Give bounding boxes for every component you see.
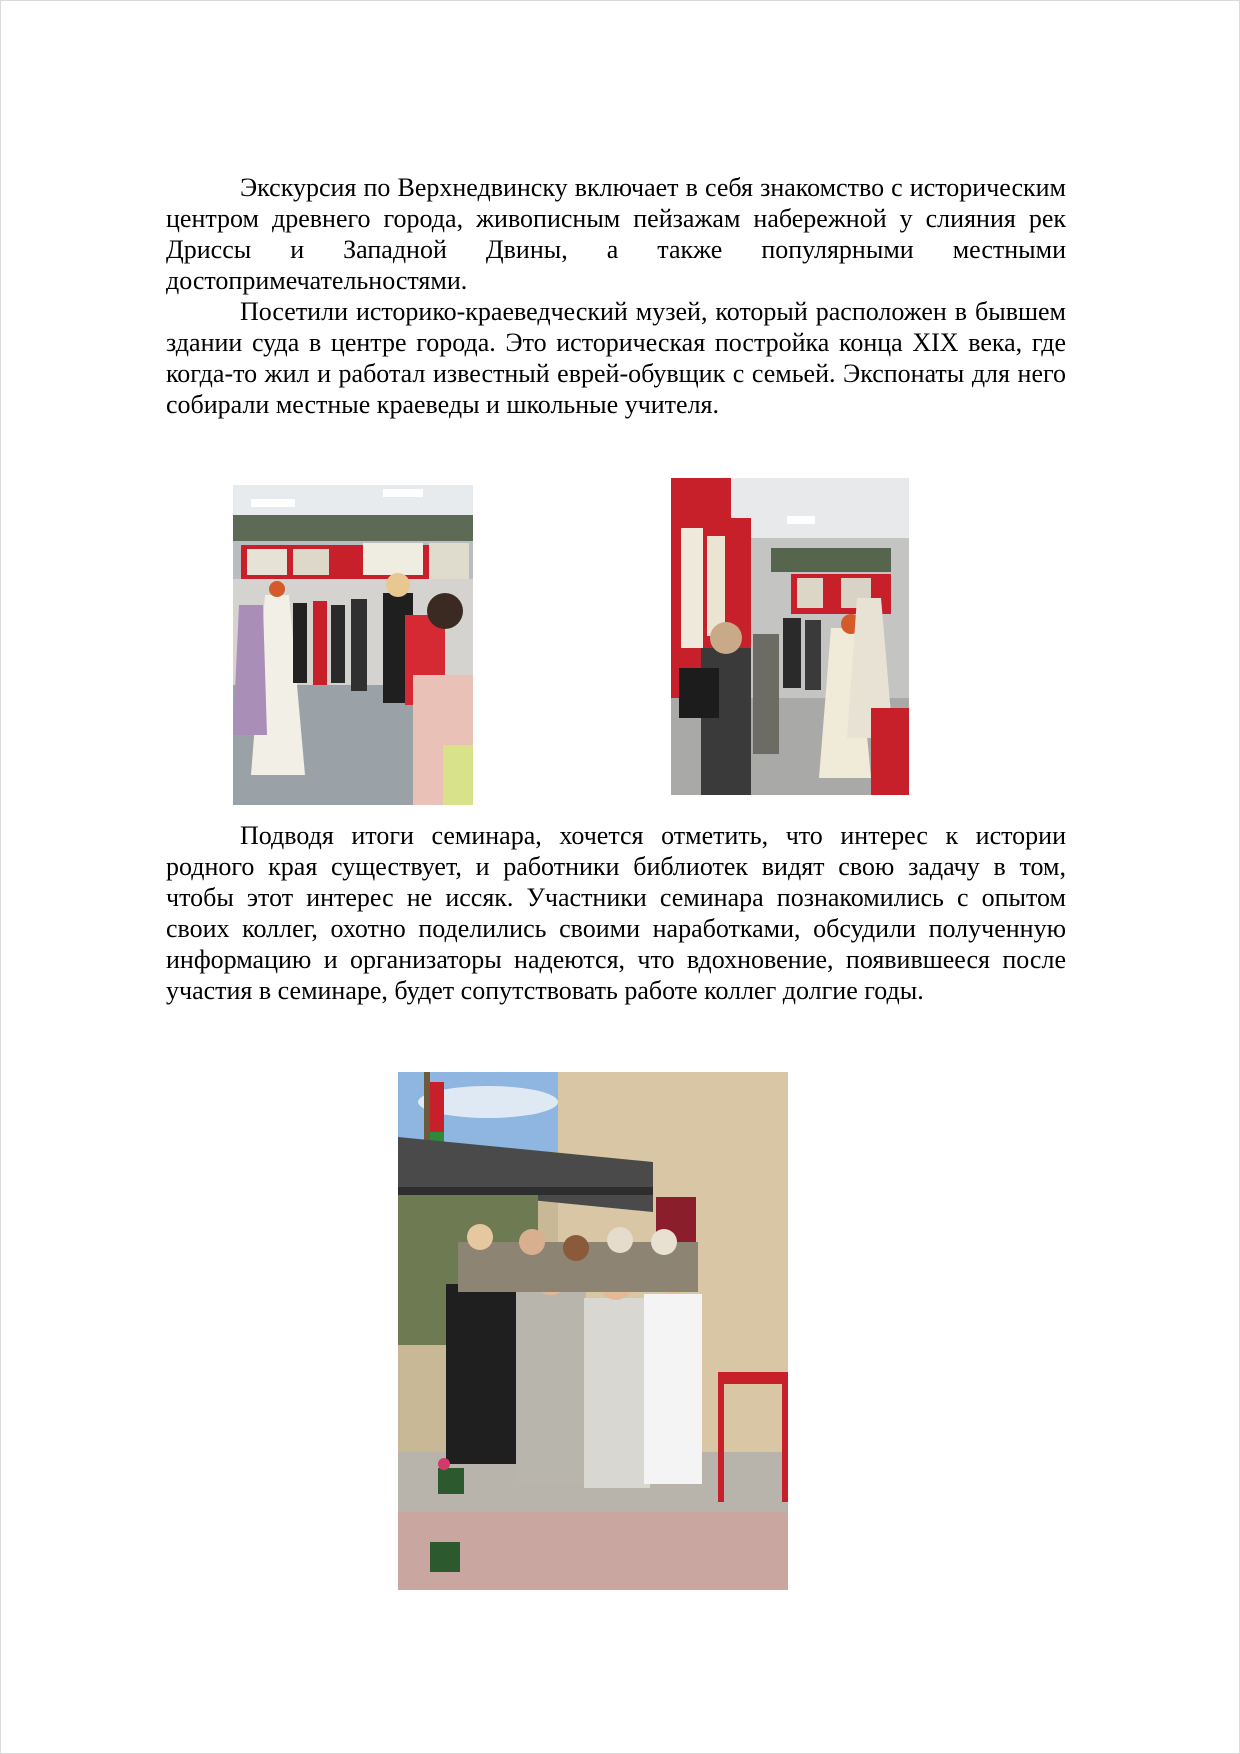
group-photo <box>398 1072 788 1590</box>
text-block-top <box>166 172 1066 420</box>
paragraph: Подводя итоги семинара, хочется отметить, что интерес к истории родного края существует, и работники библиотек видят свою задачу в том, чтобы этот интерес не иссяк. Участники семинара познакомились с опытом своих коллег, охотно поделились своими наработками, обсудили полученную информацию и организаторы надеются, что вдохновение, появившееся после участия в семинаре, будет сопутствовать работе коллег долгие годы. <box>166 821 1066 1005</box>
museum-corridor-photo <box>671 478 909 795</box>
paragraph: Посетили историко-краеведческий музей, который расположен в бывшем здании суда в центре города. Это историческая постройка конца XIX века, где когда-то жил и работал известный еврей-обувщик с семьей. Экспонаты для него собирали местные краеведы и школьные учителя. <box>166 297 1066 419</box>
paragraph: Экскурсия по Верхнедвинску включает в себя знакомство с историческим центром древнего города, живописным пейзажам набережной у слияния рек Дриссы и Западной Двины, а также популярными местными достопримечательностями. <box>166 173 1066 295</box>
museum-hall-photo <box>233 485 473 805</box>
text-block-bottom <box>166 820 1066 1006</box>
